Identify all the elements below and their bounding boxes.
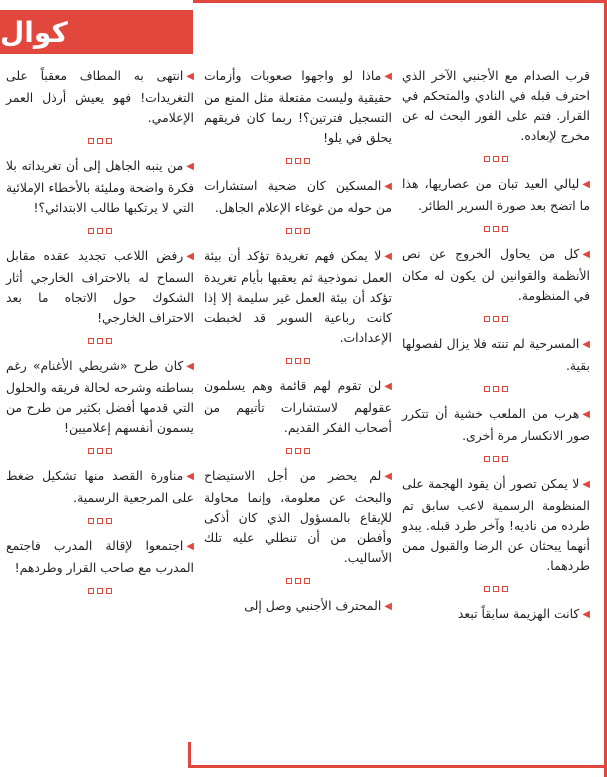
section-title-badge	[0, 10, 193, 54]
arrow-icon: ◀	[582, 609, 590, 620]
columns-container	[6, 66, 591, 756]
column-item	[402, 244, 590, 306]
item-text: ماذا لو واجهوا صعوبات وأزمات حقيقية وليست مفتعلة مثل المنع من التسجيل فترتين؟! ربما كان فريقهم يحلق في يلو!	[204, 68, 392, 145]
column-item	[6, 356, 194, 438]
column-item	[204, 246, 392, 348]
separator	[6, 334, 194, 344]
item-text: اجتمعوا لإقالة المدرب فاجتمع المدرب مع صاحب القرار وطردهم!	[6, 538, 194, 575]
separator	[402, 382, 590, 392]
arrow-icon: ◀	[384, 471, 392, 482]
item-text: من ينبه الجاهل إلى أن تغريداته بلا فكرة واضحة ومليئة بالأخطاء الإملائية التي لا يرتكبها طالب الابتدائي؟!	[6, 158, 194, 215]
column-item	[6, 66, 194, 128]
square-icon	[295, 158, 301, 164]
arrow-icon: ◀	[384, 601, 392, 612]
item-text: لا يمكن فهم تغريدة تؤكد أن بيئة العمل نموذجية ثم يعقبها بأيام تغريدة تؤكد أن بيئة العمل غير سليمة إلا إذا كانت رباعية السوبر قد لخبطت الإعدادات.	[204, 248, 392, 345]
square-icon	[295, 228, 301, 234]
square-icon	[286, 158, 292, 164]
arrow-icon: ◀	[186, 361, 194, 372]
arrow-icon: ◀	[582, 479, 590, 490]
square-icon	[484, 316, 490, 322]
square-icon	[106, 518, 112, 524]
square-icon	[304, 578, 310, 584]
square-icon	[286, 578, 292, 584]
arrow-icon: ◀	[582, 409, 590, 420]
arrow-icon: ◀	[384, 251, 392, 262]
arrow-icon: ◀	[186, 251, 194, 262]
column-item	[6, 536, 194, 578]
item-text: كل من يحاول الخروج عن نص الأنظمة والقوانين لن يكون له مكان في المنظومة.	[402, 246, 590, 303]
item-text: لن تقوم لهم قائمة وهم يسلمون عقولهم لاستشارات تأتيهم من أصحاب الفكر القديم.	[204, 378, 392, 435]
section-title: كوال	[0, 15, 68, 49]
arrow-icon: ◀	[186, 471, 194, 482]
square-icon	[106, 138, 112, 144]
column-right	[6, 66, 194, 756]
item-text: لا يمكن تصور أن يقود الهجمة على المنظومة الرسمية لاعب سابق تم طرده من ناديه! وآخر طرد قبله. يبدو أنهما يبحثان عن الرضا والقبول ممن طردهما.	[402, 476, 590, 573]
square-icon	[493, 586, 499, 592]
column-item	[6, 466, 194, 508]
square-icon	[493, 316, 499, 322]
separator	[6, 514, 194, 524]
square-icon	[502, 456, 508, 462]
square-icon	[304, 228, 310, 234]
arrow-icon: ◀	[384, 381, 392, 392]
square-icon	[493, 386, 499, 392]
square-icon	[286, 448, 292, 454]
square-icon	[88, 518, 94, 524]
arrow-icon: ◀	[384, 181, 392, 192]
square-icon	[286, 228, 292, 234]
square-icon	[97, 138, 103, 144]
column-item	[402, 66, 590, 146]
separator	[6, 444, 194, 454]
separator	[6, 584, 194, 594]
square-icon	[97, 518, 103, 524]
square-icon	[106, 338, 112, 344]
item-text: مناورة القصد منها تشكيل ضغط على المرجعية الرسمية.	[6, 468, 194, 505]
separator	[204, 574, 392, 584]
square-icon	[502, 386, 508, 392]
square-icon	[502, 316, 508, 322]
column-item	[402, 334, 590, 376]
column-item	[6, 246, 194, 328]
square-icon	[484, 386, 490, 392]
square-icon	[493, 156, 499, 162]
square-icon	[304, 448, 310, 454]
square-icon	[97, 338, 103, 344]
square-icon	[106, 588, 112, 594]
item-text: انتهى به المطاف معقباً على التغريدات! فهو يعيش أرذل العمر الإعلامي.	[6, 68, 194, 125]
square-icon	[97, 448, 103, 454]
arrow-icon: ◀	[582, 339, 590, 350]
arrow-icon: ◀	[384, 71, 392, 82]
column-item	[204, 596, 392, 618]
square-icon	[88, 448, 94, 454]
separator	[402, 582, 590, 592]
square-icon	[502, 156, 508, 162]
column-item	[402, 404, 590, 446]
item-text: رفض اللاعب تجديد عقده مقابل السماح له بالاحتراف الخارجي أثار الشكوك حول الاتجاه ما بعد الاحتراف الخارجي!	[6, 248, 194, 325]
separator	[6, 224, 194, 234]
column-item	[402, 604, 590, 626]
square-icon	[502, 226, 508, 232]
square-icon	[88, 228, 94, 234]
square-icon	[106, 228, 112, 234]
column-item	[204, 176, 392, 218]
separator	[402, 452, 590, 462]
column-item	[204, 466, 392, 568]
arrow-icon: ◀	[186, 161, 194, 172]
item-text: هرب من الملعب خشية أن تتكرر صور الانكسار مرة أخرى.	[402, 406, 590, 443]
square-icon	[97, 228, 103, 234]
arrow-icon: ◀	[582, 179, 590, 190]
separator	[402, 312, 590, 322]
separator	[204, 154, 392, 164]
column-left	[402, 66, 590, 756]
square-icon	[106, 448, 112, 454]
arrow-icon: ◀	[186, 71, 194, 82]
square-icon	[88, 138, 94, 144]
square-icon	[484, 226, 490, 232]
arrow-icon: ◀	[582, 249, 590, 260]
column-item	[6, 156, 194, 218]
square-icon	[502, 586, 508, 592]
item-text: ليالي العيد تبان من عصاريها، هذا ما اتضح بعد صورة السرير الطائر.	[402, 176, 590, 213]
column-item	[204, 66, 392, 148]
item-text: المسرحية لم تنته فلا يزال لفصولها بقية.	[402, 336, 590, 373]
arrow-icon: ◀	[186, 541, 194, 552]
square-icon	[295, 578, 301, 584]
item-text: كانت الهزيمة سابقاً تبعد	[457, 606, 580, 621]
square-icon	[304, 158, 310, 164]
square-icon	[88, 338, 94, 344]
separator	[6, 134, 194, 144]
square-icon	[484, 456, 490, 462]
item-text: المحترف الأجنبي وصل إلى	[244, 598, 382, 613]
separator	[204, 444, 392, 454]
column-middle	[204, 66, 392, 756]
column-item	[402, 174, 590, 216]
square-icon	[304, 358, 310, 364]
square-icon	[295, 358, 301, 364]
separator	[204, 224, 392, 234]
frame-top-border	[193, 0, 607, 3]
item-text: كان طرح «شريطي الأغنام» رغم بساطته وشرحه لحالة فريقه والحلول التي قدمها أفضل بكثير من طرح من يسمون أنفسهم إعلاميين!	[6, 358, 194, 435]
item-text: لم يحضر من أجل الاستيضاح والبحث عن معلومة، وإنما محاولة للإيقاع بالمسؤول الذي كان أذكى وأفطن من أن تنطلي عليه تلك الأساليب.	[204, 468, 392, 565]
square-icon	[97, 588, 103, 594]
square-icon	[493, 226, 499, 232]
separator	[402, 152, 590, 162]
column-item	[204, 376, 392, 438]
column-item	[402, 474, 590, 576]
square-icon	[484, 156, 490, 162]
item-text: المسكين كان ضحية استشارات من حوله من غوغاء الإعلام الجاهل.	[204, 178, 392, 215]
separator	[402, 222, 590, 232]
square-icon	[88, 588, 94, 594]
square-icon	[493, 456, 499, 462]
item-text: قرب الصدام مع الأجنبي الآخر الذي احترف قبله في النادي والمتحكم في القرار. فتم على الفور البحث له عن مخرج لإبعاده.	[402, 68, 590, 143]
frame-bottom-border	[188, 765, 607, 768]
square-icon	[286, 358, 292, 364]
square-icon	[484, 586, 490, 592]
square-icon	[295, 448, 301, 454]
separator	[204, 354, 392, 364]
